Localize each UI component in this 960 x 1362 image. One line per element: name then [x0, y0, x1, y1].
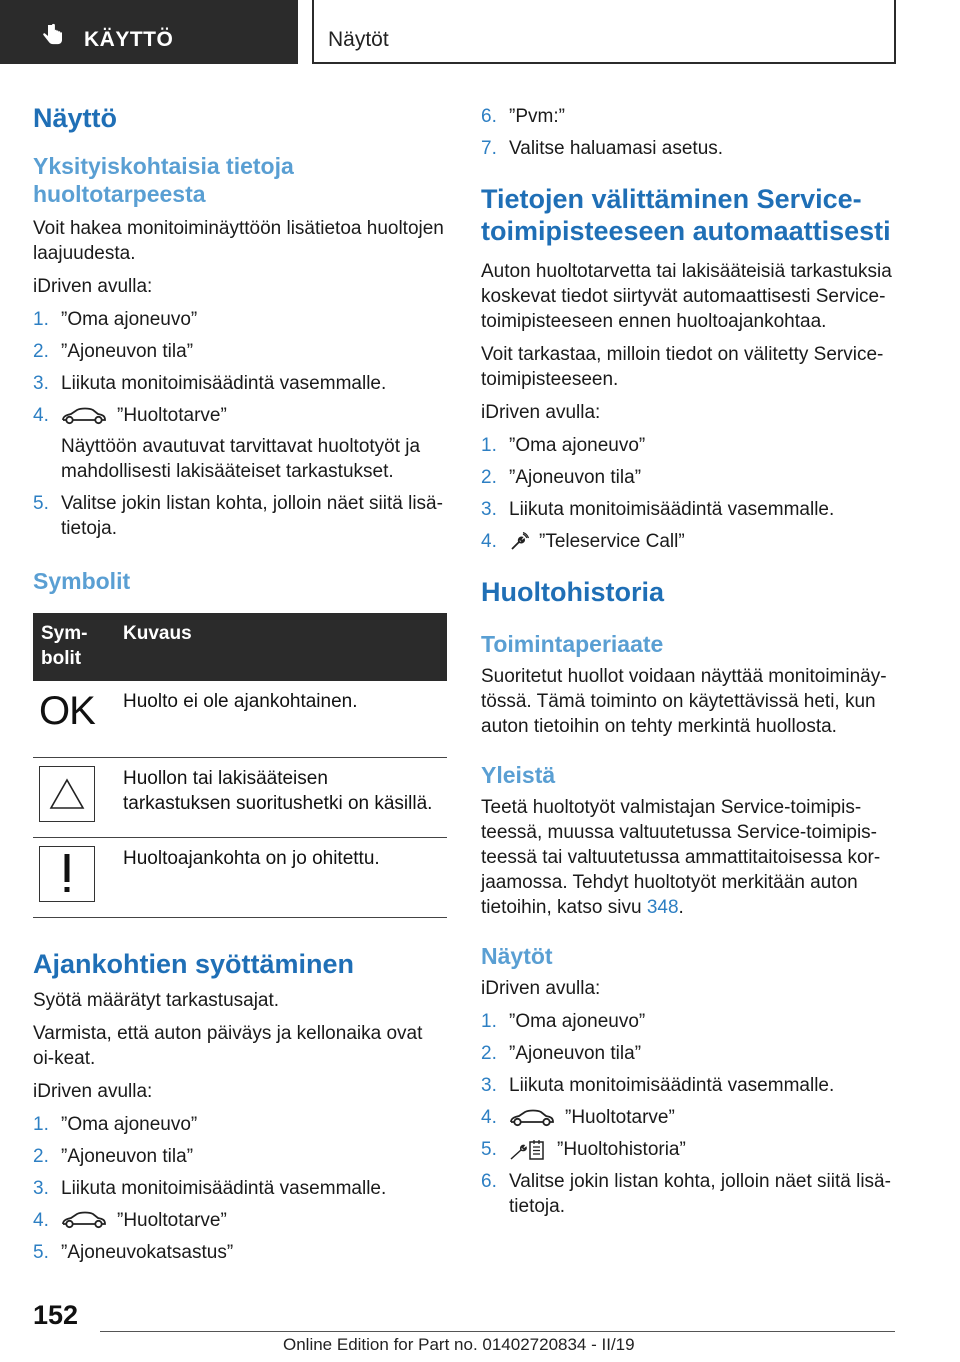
list-item: 1. ”Oma ajoneuvo”	[33, 1113, 198, 1135]
section-title-history: Huoltohistoria	[481, 577, 664, 607]
left-column	[33, 102, 447, 1265]
section-tab	[0, 0, 298, 64]
list-item: 7. Valitse haluamasi asetus.	[481, 138, 724, 159]
list-item: 3. Liikuta monitoimisäädintä vasemmalle.	[33, 1177, 387, 1199]
paragraph: Suoritetut huollot voidaan näyttää monitoiminäy-tössä. Tämä toiminto on käytettävissä heti, kun auton tietoihin on tehty merkintä huollosta.	[481, 666, 887, 737]
subsection-title-displays: Näytöt	[481, 943, 553, 969]
list-item: 2. ”Ajoneuvon tila”	[481, 467, 642, 488]
footer-divider	[100, 1331, 895, 1332]
table-cell-description: Huolto ei ole ajankohtainen.	[115, 681, 447, 757]
subsection-title-general: Yleistä	[481, 762, 556, 788]
list-item: 1. ”Oma ajoneuvo”	[481, 1011, 646, 1032]
list-item: 4. ”Teleservice Call”	[481, 531, 685, 552]
table-row	[33, 757, 447, 837]
list-item: 5. Valitse jokin listan kohta, jolloin näet siitä lisä-tietoja.	[33, 493, 443, 539]
step-list	[481, 433, 895, 554]
list-item: 4. ”Huoltotarve” Näyttöön avautuvat tarvittavat huoltotyöt ja mahdollisesti lakisääteiset tarkastukset.	[33, 405, 421, 482]
paragraph: Varmista, että auton päiväys ja kellonaika ovat oi-keat.	[33, 1022, 423, 1069]
table-row	[33, 681, 447, 757]
chapter-label: Näytöt	[328, 28, 389, 51]
list-item: 5. ”Ajoneuvokatsastus”	[33, 1241, 234, 1263]
car-icon	[61, 406, 107, 426]
list-item: 6. ”Pvm:”	[481, 106, 565, 127]
subsection-title-symbols: Symbolit	[33, 568, 131, 594]
car-icon	[61, 1210, 107, 1230]
page-reference-link[interactable]: 348	[646, 897, 679, 918]
edition-note: Online Edition for Part no. 01402720834 - II/19	[283, 1335, 635, 1354]
ok-symbol: OK	[33, 681, 115, 757]
section-title-transfer: Tietojen välittäminen Service-toimipisteeseen automaattisesti	[481, 184, 891, 246]
step-list	[33, 307, 447, 541]
list-item: 1. ”Oma ajoneuvo”	[33, 309, 198, 330]
hand-pointer-icon	[40, 22, 66, 48]
paragraph: iDriven avulla:	[33, 1080, 153, 1102]
subsection-title-details: Yksityiskohtaisia tietoja huoltotarpeesta	[33, 153, 294, 207]
chapter-tab	[312, 0, 896, 64]
list-item: 2. ”Ajoneuvon tila”	[33, 341, 194, 362]
paragraph: iDriven avulla:	[481, 978, 601, 999]
section-label: KÄYTTÖ	[84, 28, 174, 51]
step-list	[481, 104, 895, 161]
paragraph: Voit tarkastaa, milloin tiedot on välitetty Service-toimipisteeseen.	[481, 344, 884, 390]
table-header-description: Kuvaus	[115, 613, 447, 681]
table-cell-description: Huoltoajankohta on jo ohitettu.	[115, 837, 447, 917]
paragraph: Auton huoltotarvetta tai lakisääteisiä tarkastuksia koskevat tiedot siirtyvät automaattisesti Service-toimipisteeseen ennen huoltoajankohtaa.	[481, 261, 892, 332]
list-item: 3. Liikuta monitoimisäädintä vasemmalle.	[481, 1075, 835, 1096]
paragraph: Voit hakea monitoiminäyttöön lisätietoa huoltojen laajuudesta.	[33, 218, 444, 264]
list-item: 2. ”Ajoneuvon tila”	[481, 1043, 642, 1064]
list-item: 2. ”Ajoneuvon tila”	[33, 1145, 194, 1167]
table-cell-description: Huollon tai lakisääteisen tarkastuksen suoritushetki on käsillä.	[115, 757, 447, 837]
list-item: 4. ”Huoltotarve”	[481, 1107, 675, 1128]
car-icon	[509, 1108, 555, 1128]
step-list	[481, 1009, 895, 1219]
paragraph: iDriven avulla:	[481, 402, 601, 423]
service-history-icon	[509, 1139, 547, 1161]
list-item: 3. Liikuta monitoimisäädintä vasemmalle.	[33, 373, 387, 394]
table-row	[33, 837, 447, 917]
section-title-display: Näyttö	[33, 103, 118, 133]
symbols-table	[33, 613, 447, 918]
paragraph: Syötä määrätyt tarkastusajat.	[33, 989, 280, 1011]
list-item: 6. Valitse jokin listan kohta, jolloin näet siitä lisä-tietoja.	[481, 1171, 891, 1217]
step-list	[33, 1112, 447, 1265]
paragraph: Teetä huoltotyöt valmistajan Service-toimipis-teessä, muussa valtuutetussa Service-toimipis-teessä tai valtuutetussa ammattitaitoisessa kor-jaamossa. Tehdyt huoltotyöt merkitään auton tietoihin, katso sivu 348.	[481, 797, 881, 918]
list-item: 4. ”Huoltotarve”	[33, 1209, 227, 1231]
warning-triangle-icon	[39, 766, 95, 822]
right-column	[481, 104, 895, 1219]
table-header-symbol: Sym-bolit	[33, 613, 115, 681]
list-item: 5. ”Huoltohistoria”	[481, 1139, 686, 1160]
exclamation-icon	[39, 846, 95, 902]
section-title-dates: Ajankohtien syöttäminen	[33, 948, 355, 979]
list-item: 3. Liikuta monitoimisäädintä vasemmalle.	[481, 499, 835, 520]
list-item: 1. ”Oma ajoneuvo”	[481, 435, 646, 456]
subsection-title-principle: Toimintaperiaate	[481, 631, 664, 657]
paragraph: iDriven avulla:	[33, 276, 153, 297]
table-header-row	[33, 613, 447, 681]
page-number: 152	[33, 1300, 79, 1330]
wrench-signal-icon	[509, 532, 529, 552]
